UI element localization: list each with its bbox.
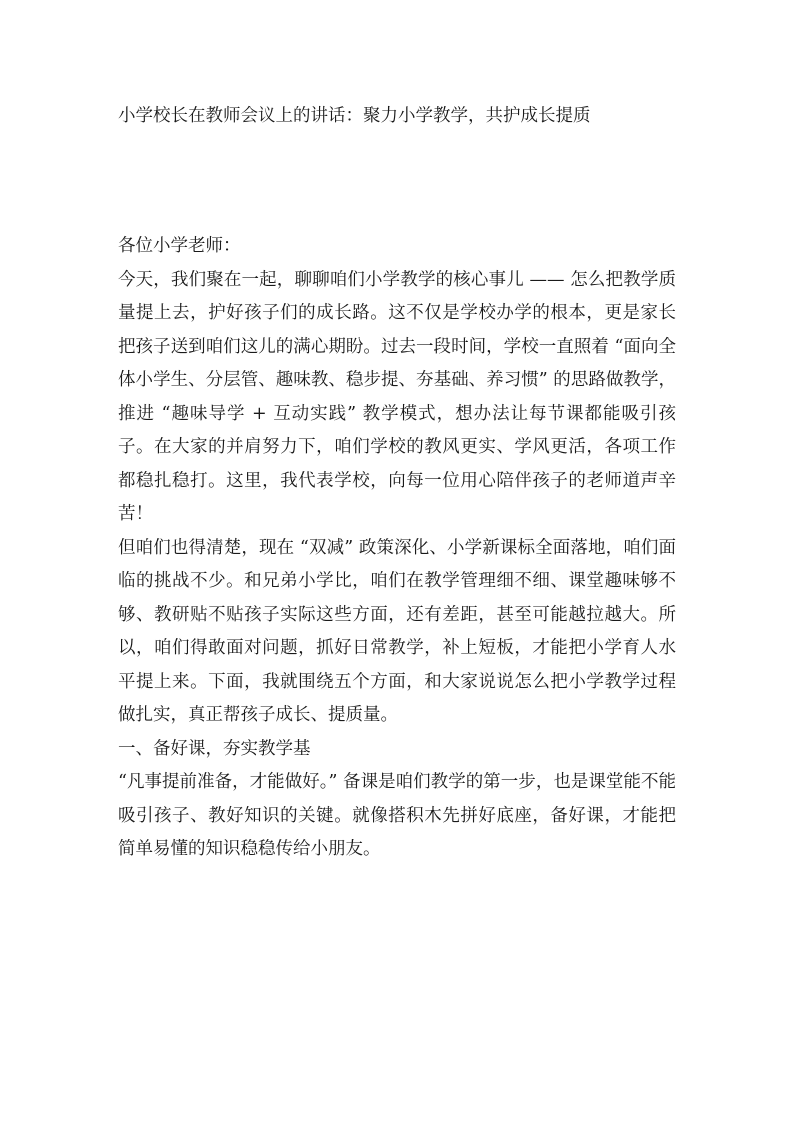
paragraph-challenges: 但咱们也得清楚，现在 “双减” 政策深化、小学新课标全面落地，咱们面临的挑战不少。和兄弟小学比，咱们在教学管理细不细、课堂趣味够不够、教研贴不贴孩子实际这些方面，还有差距，甚至可能越拉越大。所以，咱们得敢面对问题，抓好日常教学，补上短板，才能把小学育人水平提上来。下面，我就围绕五个方面，和大家说说怎么把小学教学过程做扎实，真正帮孩子成长、提质量。 <box>118 537 676 725</box>
document-title: 小学校长在教师会议上的讲话：聚力小学教学，共护成长提质 <box>118 106 591 126</box>
section-heading: 一、备好课，夯实教学基 <box>118 738 311 759</box>
document-body <box>118 230 676 867</box>
salutation: 各位小学老师： <box>118 236 241 256</box>
paragraph-intro: 今天，我们聚在一起，聊聊咱们小学教学的核心事儿 —— 怎么把教学质量提上去，护好孩子们的成长路。这不仅是学校办学的根本，更是家长把孩子送到咱们这儿的满心期盼。过去一段时间，学校一直照着 “面向全体小学生、分层管、趣味教、稳步提、夯基础、养习惯” 的思路做教学，推进 “趣味导学 + 互动实践” 教学模式，想办法让每节课都能吸引孩子。在大家的并肩努力下，咱们学校的教风更实、学风更活，各项工作都稳扎稳打。这里，我代表学校，向每一位用心陪伴孩子的老师道声辛苦！ <box>118 269 676 524</box>
paragraph-section-1: “凡事提前准备，才能做好。” 备课是咱们教学的第一步，也是课堂能不能吸引孩子、教好知识的关键。就像搭积木先拼好底座，备好课，才能把简单易懂的知识稳稳传给小朋友。 <box>118 772 676 859</box>
